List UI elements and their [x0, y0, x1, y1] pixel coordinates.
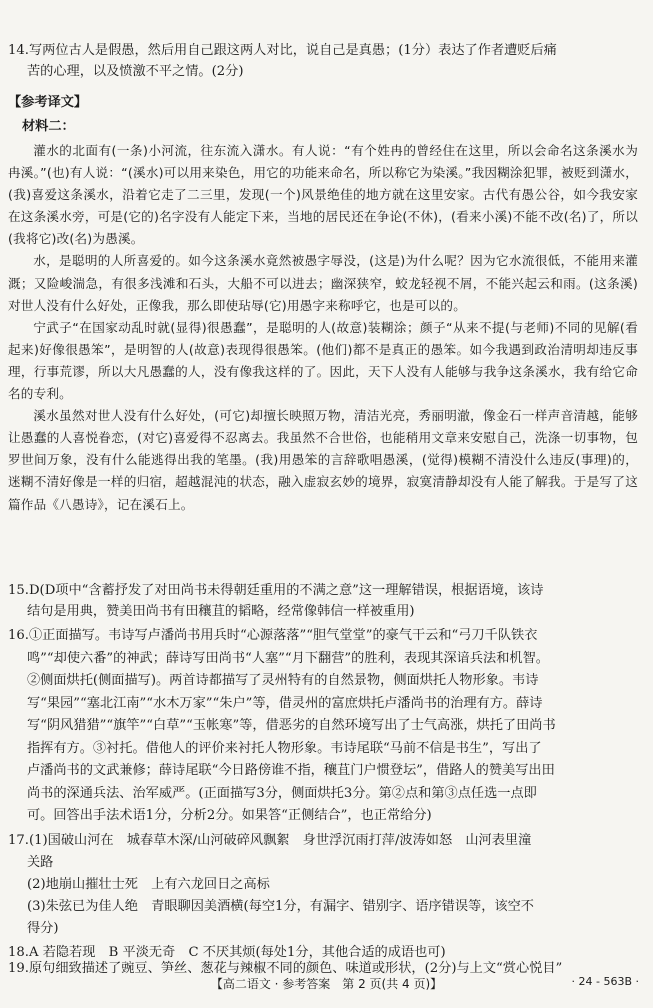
answer-16: [8, 625, 638, 828]
answer-16-line: 写“阴风猎猎”“旗竿”“白草”“玉帐寒”等，借恶劣的自然环境写出了士气高涨，烘托了田尚书: [27, 718, 556, 733]
page-footer: [0, 975, 653, 995]
translation-paragraph: 灌水的北面有(一条)小河流，往东流入潇水。有人说：“有个姓冉的曾经住在这里，所以会命名这条溪水为冉溪。”(也)有人说：“(溪水)可以用来染色，用它的功能来命名，所以称它为染溪。”我因糊涂犯罪，被贬到潇水，(我)喜爱这条溪水，沿着它走了二三里，发现(一个)风景绝佳的地方就在这里安家。古代有愚公谷，如今我安家在这条溪水旁，可是(它的)名字没有人能定下来，当地的居民还在争论(不休)，(看来小溪)不能不改(名)了，所以(我将它)改(名)为愚溪。: [8, 143, 638, 247]
answer-17-line: (3)朱弦已为佳人绝 青眼聊因美酒横(每空1分，有漏字、错别字、语序错误等，该空不: [27, 899, 534, 914]
translation-body: [8, 140, 638, 516]
answer-16-line: 写“果园”“塞北江南”“水木万家”“朱户”等，借灵州的富庶烘托卢潘尚书的治理有方。薛诗: [27, 695, 543, 711]
answer-17-line: 得分): [27, 921, 59, 936]
answer-16-line: 鸣”“却使六番”的神武；薛诗写田尚书“人塞”“月下翻营”的胜利，表现其深谙兵法和机智。: [27, 650, 549, 666]
translation-header: 【参考译文】: [8, 95, 88, 110]
translation-paragraph: 宁武子“在国家动乱时就(显得)很愚蠢”，是聪明的人(故意)装糊涂；颜子“从来不提(与老师)不同的见解(看起来)好像很愚笨”，是明智的人(故意)表现得很愚笨。(他们)都不是真正的愚笨。如今我遇到政治清明却违反事理，行事荒谬，所以大凡愚蠢的人，没有像我这样的了。因此，天下人没有人能够与我争这条溪水，我有给它命名的专利。: [8, 319, 638, 402]
answer-15-line: 结句是用典，赞美田尚书有田穰苴的韬略，经常像韩信一样被重用): [27, 604, 415, 620]
answer-14: [8, 40, 638, 83]
answer-19: 19.原句细致描述了豌豆、笋丝、葱花与辣椒不同的颜色、味道或形状，(2分)与上文“赏心悦目”: [8, 961, 563, 976]
footer-page-info: 【高二语文 · 参考答案 第 2 页(共 4 页)】: [210, 977, 443, 991]
answer-15-line: 15.D(D项中“含蓄抒发了对田尚书未得朝廷重用的不满之意”这一理解错误，根据语境，该诗: [8, 583, 544, 598]
answer-16-line: 16.①正面描写。韦诗写卢潘尚书用兵时“心源落落”“胆气堂堂”的豪气干云和“弓刀千队铁衣: [8, 628, 538, 643]
answer-14-line: 苦的心理，以及愤激不平之情。(2分): [27, 64, 244, 80]
answer-17: [8, 830, 638, 940]
material-title: 材料二：: [22, 119, 75, 134]
answer-17-line: 关路: [27, 855, 54, 870]
answer-17-line: 17.(1)国破山河在 城春草木深/山河破碎风飘絮 身世浮沉雨打萍/波涛如怒 山河表里潼: [8, 833, 532, 848]
translation-paragraph: 溪水虽然对世人没有什么好处，(可它)却擅长映照万物，清洁光亮，秀丽明澈，像金石一样声音清越，能够让愚蠢的人喜悦眷恋，(对它)喜爱得不忍离去。我虽然不合世俗，也能稍用文章来安慰自己，洗涤一切事物，包罗世间万象，没有什么能逃得出我的笔墨。(我)用愚笨的言辞歌唱愚溪，(觉得)模糊不清没什么违反(事理)的，迷糊不清好像是一样的归宿，超越混沌的状态，融入虚寂玄妙的境界，寂寞清静却没有人能了解我。于是写了这篇作品《八愚诗》，记在溪石上。: [8, 408, 638, 512]
answer-17-line: (2)地崩山摧壮士死 上有六龙回日之高标: [27, 877, 270, 892]
footer-code: · 24 - 563B ·: [571, 975, 639, 988]
answer-16-line: 卢潘尚书的文武兼修；薛诗尾联“今日路傍谁不指，穰苴门户惯登坛”，借路人的赞美写出田: [27, 763, 555, 778]
answer-16-line: ②侧面烘托(侧面描写)。两首诗都描写了灵州特有的自然景物，侧面烘托人物形象。韦诗: [27, 673, 539, 688]
answer-16-line: 尚书的深通兵法、治军威严。(正面描写3分，侧面烘托3分。第②点和第③点任选一点即: [27, 785, 537, 801]
answer-14-line: 14.写两位古人是假愚，然后用自己跟这两人对比，说自己是真愚；(1分）表达了作者遭贬后痛: [8, 43, 557, 58]
answer-15: [8, 580, 638, 623]
translation-paragraph: 水，是聪明的人所喜爱的。如今这条溪水竟然被愚字辱没，(这是)为什么呢？因为它水流很低，不能用来灌溉；又险峻湍急，有很多浅滩和石头，大船不可以进去；幽深狭窄，蛟龙轻视不屑，不能兴起云和雨。(这条溪)对世人没有什么好处，正像我，那么即使玷辱(它)用愚字来称呼它，也是可以的。: [8, 253, 638, 313]
answer-18: 18.A 若隐若现 B 平淡无奇 C 不厌其烦(每处1分，其他合适的成语也可): [8, 945, 446, 960]
answer-16-line: 指挥有方。③衬托。借他人的评价来衬托人物形象。韦诗尾联“马前不信是书生”，写出了: [27, 740, 542, 756]
answer-16-line: 可。回答出手法术语1分，分析2分。如果答“正侧结合”，也正常给分): [27, 808, 432, 823]
